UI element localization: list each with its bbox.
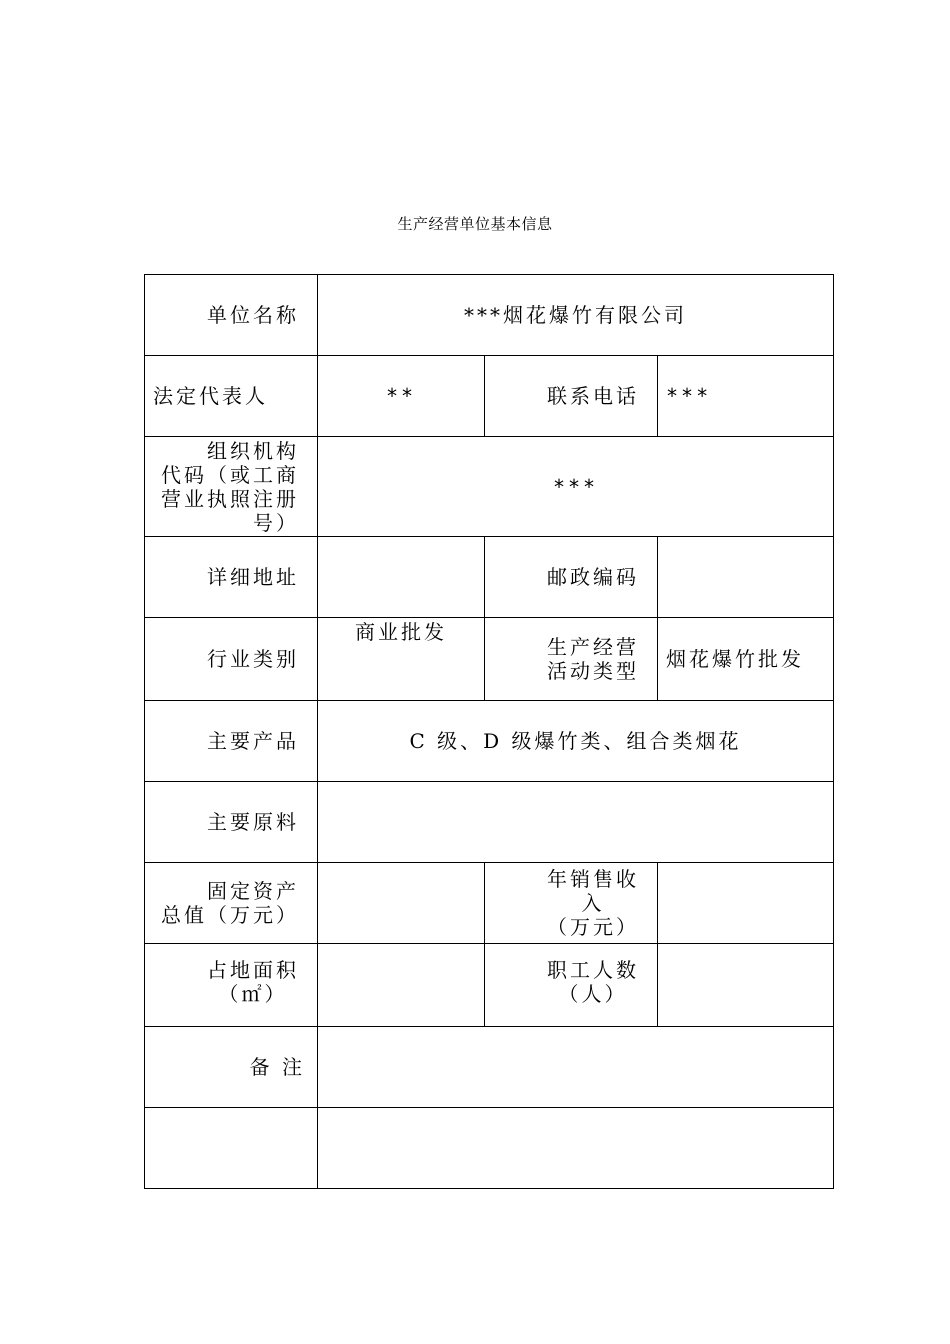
org-code-label-line: 代码（或工商 <box>161 462 299 487</box>
area-label <box>145 944 318 1027</box>
annual-sales-label-line: 入 <box>581 891 605 915</box>
materials-label: 主要原料 <box>145 782 318 863</box>
annual-sales-label-line: （万元） <box>547 915 639 939</box>
employees-label-line: （人） <box>558 982 628 1006</box>
org-code-value: *** <box>318 437 834 537</box>
employees-label <box>485 944 658 1027</box>
page-title: 生产经营单位基本信息 <box>397 215 553 233</box>
address-label: 详细地址 <box>145 537 318 618</box>
area-value <box>318 944 485 1027</box>
table-row <box>145 782 834 863</box>
empty-cell <box>145 1108 318 1189</box>
postal-label: 邮政编码 <box>485 537 658 618</box>
employees-value <box>658 944 834 1027</box>
activity-label-line: 生产经营 <box>547 635 639 659</box>
table-row <box>145 437 834 537</box>
org-code-label-line: 号） <box>253 510 299 535</box>
products-value: C 级、D 级爆竹类、组合类烟花 <box>318 701 834 782</box>
materials-value <box>318 782 834 863</box>
employees-label-line: 职工人数 <box>547 958 639 982</box>
activity-label-line: 活动类型 <box>547 659 639 683</box>
legal-rep-label: 法定代表人 <box>145 356 318 437</box>
unit-name-value: ***烟花爆竹有限公司 <box>318 275 834 356</box>
table-row <box>145 1027 834 1108</box>
unit-name-label: 单位名称 <box>145 275 318 356</box>
table-row <box>145 537 834 618</box>
fixed-assets-value <box>318 863 485 944</box>
products-label: 主要产品 <box>145 701 318 782</box>
org-code-label-line: 组织机构 <box>207 438 299 463</box>
fixed-assets-label-line: 总值（万元） <box>161 903 299 927</box>
remarks-label: 备 注 <box>145 1027 318 1108</box>
annual-sales-label-line: 年销售收 <box>547 867 639 891</box>
org-code-label-line: 营业执照注册 <box>161 486 299 511</box>
industry-label: 行业类别 <box>145 618 318 701</box>
industry-value: 商业批发 <box>318 618 485 701</box>
address-value <box>318 537 485 618</box>
legal-rep-value: ** <box>318 356 485 437</box>
empty-cell <box>318 1108 834 1189</box>
org-code-label <box>145 437 318 537</box>
table-row <box>145 863 834 944</box>
table-row <box>145 275 834 356</box>
fixed-assets-label <box>145 863 318 944</box>
phone-label: 联系电话 <box>485 356 658 437</box>
table-row <box>145 356 834 437</box>
annual-sales-value <box>658 863 834 944</box>
phone-value: *** <box>658 356 834 437</box>
activity-value: 烟花爆竹批发 <box>658 618 834 701</box>
table-row <box>145 944 834 1027</box>
table-row <box>145 1108 834 1189</box>
postal-value <box>658 537 834 618</box>
activity-label <box>485 618 658 701</box>
area-label-line: 占地面积 <box>207 958 299 982</box>
annual-sales-label <box>485 863 658 944</box>
unit-info-table <box>144 274 834 1189</box>
table-row <box>145 701 834 782</box>
remarks-value <box>318 1027 834 1108</box>
table-row <box>145 618 834 701</box>
fixed-assets-label-line: 固定资产 <box>207 879 299 903</box>
area-label-line: （㎡） <box>218 982 288 1006</box>
